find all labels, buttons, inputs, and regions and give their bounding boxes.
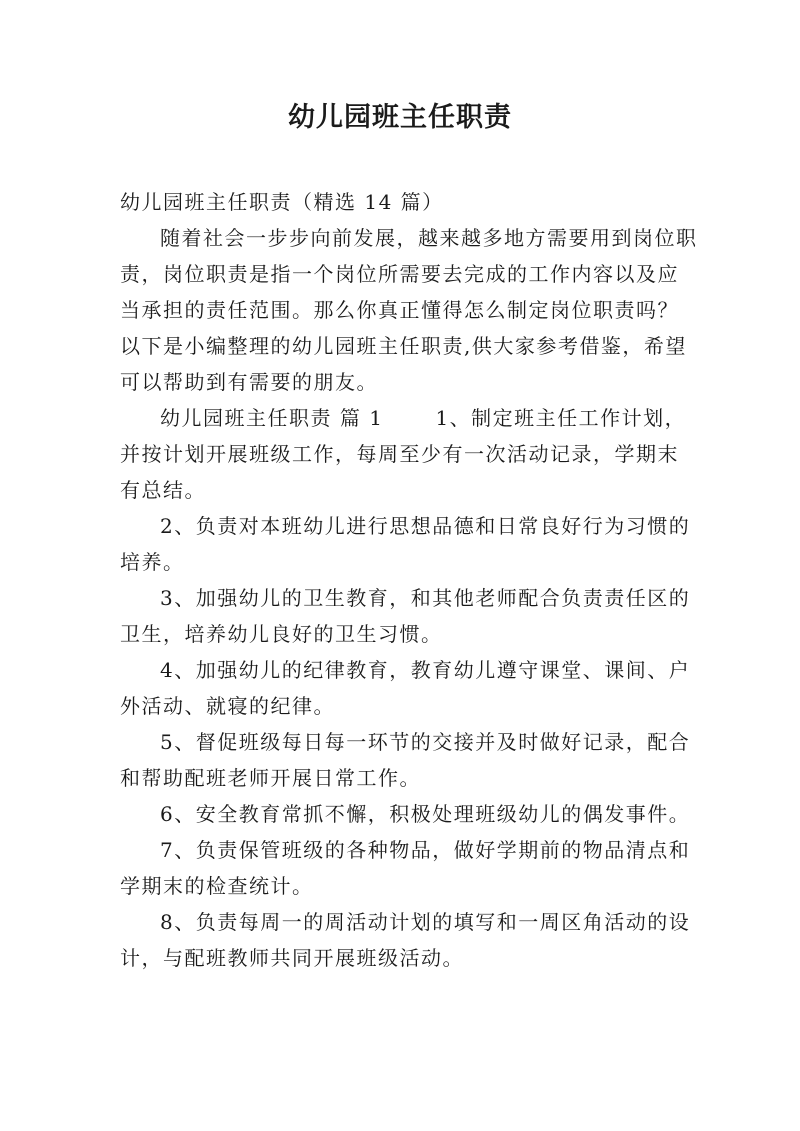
section-paragraph [120,400,700,508]
intro-paragraph: 随着社会一步步向前发展，越来越多地方需要用到岗位职责，岗位职责是指一个岗位所需要去完成的工作内容以及应当承担的责任范围。那么你真正懂得怎么制定岗位职责吗？以下是小编整理的幼儿园班主任职责,供大家参考借鉴，希望可以帮助到有需要的朋友。 [120,226,698,394]
duty-item: 5、督促班级每日每一环节的交接并及时做好记录，配合和帮助配班老师开展日常工作。 [120,730,691,790]
duty-item: 4、加强幼儿的纪律教育，教育幼儿遵守课堂、课间、户外活动、就寝的纪律。 [120,658,691,718]
section-heading: 幼儿园班主任职责 篇 1 [160,406,384,430]
page-title: 幼儿园班主任职责 [288,102,512,133]
document-subtitle: 幼儿园班主任职责（精选 14 篇） [120,190,444,214]
duty-item: 3、加强幼儿的卫生教育，和其他老师配合负责责任区的卫生，培养幼儿良好的卫生习惯。 [120,586,691,646]
duty-item: 7、负责保管班级的各种物品，做好学期前的物品清点和学期末的检查统计。 [120,838,691,898]
duty-item: 8、负责每周一的周活动计划的填写和一周区角活动的设计，与配班教师共同开展班级活动。 [120,910,691,970]
duty-item: 6、安全教育常抓不懈，积极处理班级幼儿的偶发事件。 [160,802,691,826]
document-body [120,184,700,976]
duty-item: 2、负责对本班幼儿进行思想品德和日常良好行为习惯的培养。 [120,514,691,574]
duty-item: 1、制定班主任工作计划，并按计划开展班级工作，每周至少有一次活动记录，学期末有总结。 [120,406,687,502]
